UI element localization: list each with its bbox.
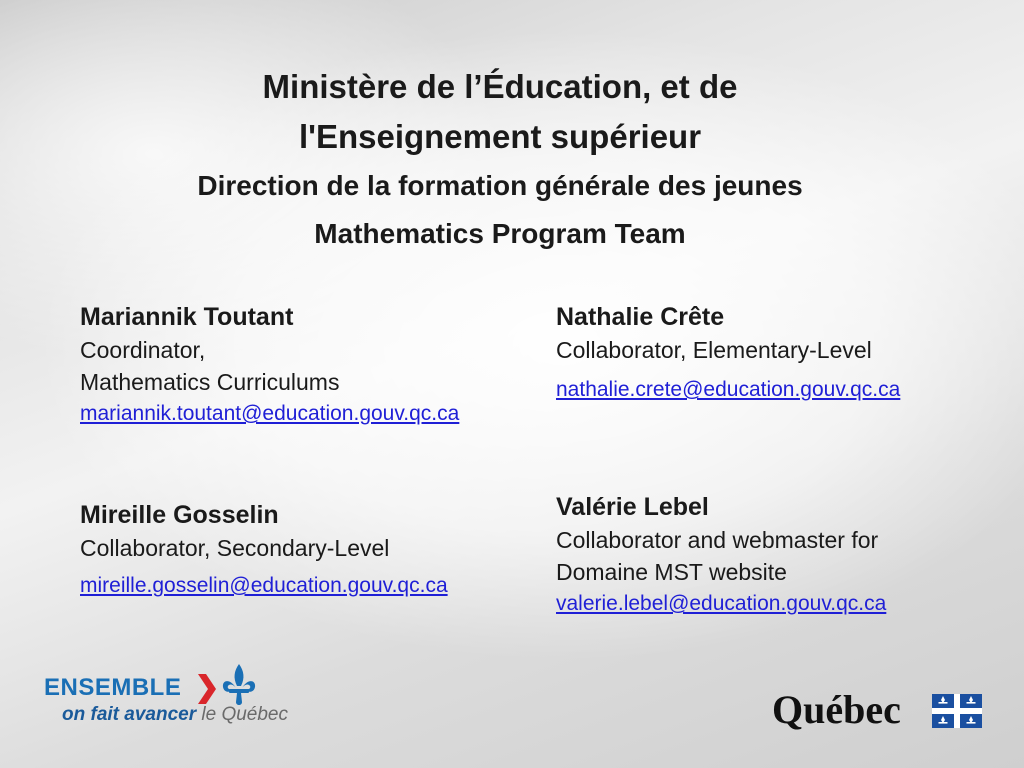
contact-email-link[interactable]: mireille.gosselin@education.gouv.qc.ca: [80, 574, 448, 597]
title-ministry-line1: Ministère de l’Éducation, et de: [262, 68, 738, 105]
ensemble-tagline-bold: on fait avancer: [62, 704, 197, 725]
contact-role: Collaborator and webmaster for: [556, 527, 879, 553]
title-team: Mathematics Program Team: [314, 218, 686, 249]
ensemble-wordmark: ENSEMBLE: [44, 674, 182, 701]
ensemble-logo: [44, 662, 344, 732]
title-ministry-line2: l'Enseignement supérieur: [298, 118, 702, 155]
contact-email-link[interactable]: mariannik.toutant@education.gouv.qc.ca: [80, 402, 460, 425]
contact-email-link[interactable]: nathalie.crete@education.gouv.qc.ca: [556, 378, 901, 401]
contact-role-detail: Domaine MST website: [556, 559, 787, 585]
contact-name: Mariannik Toutant: [80, 303, 294, 331]
quebec-logo: [772, 688, 987, 736]
title-direction: Direction de la formation générale des jeunes: [197, 170, 803, 201]
fleur-de-lis-icon: [220, 662, 258, 710]
ensemble-tagline-light: le Québec: [201, 704, 289, 725]
contact-name: Valérie Lebel: [556, 493, 709, 521]
contact-card-gosselin: [80, 498, 448, 602]
contact-card-lebel: [556, 490, 886, 620]
contact-name: Mireille Gosselin: [80, 501, 279, 529]
quebec-flag-icon: [932, 694, 982, 728]
contact-role-detail: Mathematics Curriculums: [80, 369, 340, 395]
contact-name: Nathalie Crête: [556, 303, 725, 331]
contact-card-toutant: [80, 300, 459, 430]
quebec-wordmark: Québec: [772, 687, 901, 732]
contact-role: Coordinator,: [80, 337, 206, 363]
contact-email-link[interactable]: valerie.lebel@education.gouv.qc.ca: [556, 592, 887, 615]
contact-role: Collaborator, Elementary-Level: [556, 337, 872, 363]
title-block: [0, 62, 1000, 258]
chevron-right-icon: [196, 672, 218, 706]
contact-card-crete: [556, 300, 900, 406]
ensemble-tagline: [62, 704, 288, 726]
contact-role: Collaborator, Secondary-Level: [80, 535, 390, 561]
